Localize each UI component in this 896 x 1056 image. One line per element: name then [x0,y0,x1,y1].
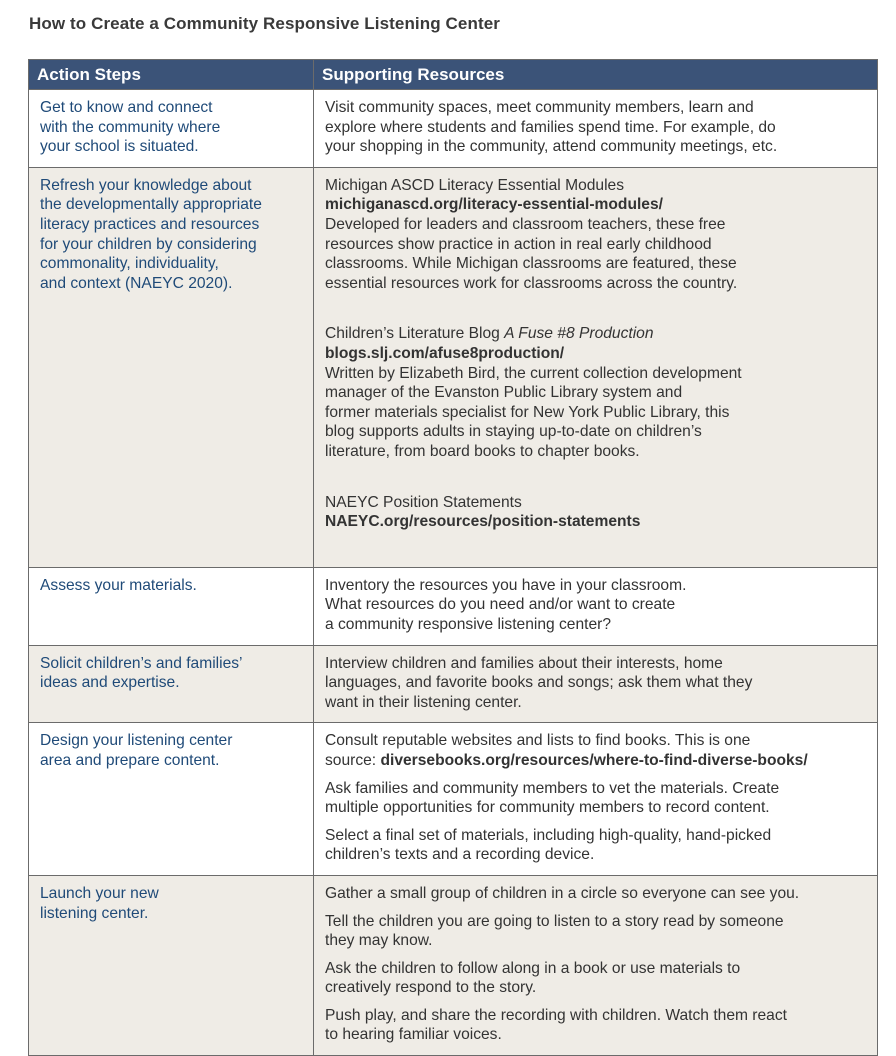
resource-text: Push play, and share the recording with children. Watch them react to hearing familiar voices. [325,1006,787,1044]
resource-link[interactable]: michiganascd.org/literacy-essential-modules/ [325,196,663,214]
table-row [29,90,878,168]
action-step [29,645,314,723]
table-row [29,723,878,876]
resource-link[interactable]: blogs.slj.com/afuse8production/ [325,344,565,362]
supporting-resource [314,167,878,567]
action-step [29,875,314,1055]
resource-description: Developed for leaders and classroom teachers, these free resources show practice in action in real early childhood classrooms. While Michigan classrooms are featured, these essential resources work for classrooms across the country. [325,215,738,292]
supporting-resource [314,90,878,168]
resource-text: Inventory the resources you have in your classroom. What resources do you need and/or want to create a community responsive listening center? [325,576,687,633]
resource-table [28,59,878,1056]
resource-text: Ask the children to follow along in a book or use materials to creatively respond to the story. [325,959,741,997]
action-text: Get to know and connect with the community where your school is situated. [40,99,221,156]
resource-text: Interview children and families about their interests, home languages, and favorite books and songs; ask them what they want in their listening center. [325,654,753,711]
resource-link[interactable]: diversebooks.org/resources/where-to-find-diverse-books/ [380,751,808,769]
header-supporting-resources: Supporting Resources [314,60,878,90]
resource-name: Children’s Literature Blog [325,325,505,343]
resource-text: Gather a small group of children in a circle so everyone can see you. [325,884,800,902]
action-text: Launch your new listening center. [40,884,159,922]
page-title: How to Create a Community Responsive Listening Center [29,14,500,33]
table-row [29,645,878,723]
header-action-steps: Action Steps [29,60,314,90]
resource-text: Select a final set of materials, including high-quality, hand-picked children’s texts and a recording device. [325,826,772,864]
action-text: Design your listening center area and prepare content. [40,732,233,769]
action-step [29,167,314,567]
resource-link[interactable]: NAEYC.org/resources/position-statements [325,513,641,531]
action-text: Solicit children’s and families’ ideas and expertise. [40,654,243,692]
action-text: Refresh your knowledge about the developmentally appropriate literacy practices and resources for your children by considering commonality, individuality, and context (NAEYC 2020). [40,176,262,292]
resource-text: Tell the children you are going to listen to a story read by someone they may know. [325,912,784,950]
resource-name: NAEYC Position Statements [325,493,522,511]
resource-text: Consult reputable websites and lists to find books. This is one source: [325,732,751,769]
table-row [29,875,878,1055]
action-step [29,90,314,168]
supporting-resource [314,723,878,876]
action-step [29,567,314,645]
table-row [29,167,878,567]
supporting-resource [314,645,878,723]
resource-name-italic: A Fuse #8 Production [504,325,654,343]
resource-name: Michigan ASCD Literacy Essential Modules [325,176,625,194]
resource-text: Visit community spaces, meet community members, learn and explore where students and families spend time. For example, do your shopping in the community, attend community meetings, etc. [325,99,778,156]
supporting-resource [314,875,878,1055]
resource-description: Written by Elizabeth Bird, the current collection development manager of the Evanston Public Library system and former materials specialist for New York Public Library, this blog supports adults in staying up-to-date on children’s literature, from board books to chapter books. [325,364,742,460]
action-step [29,723,314,876]
supporting-resource [314,567,878,645]
resource-text: Ask families and community members to vet the materials. Create multiple opportunities for community members to record content. [325,779,780,817]
action-text: Assess your materials. [40,576,197,594]
table-row [29,567,878,645]
